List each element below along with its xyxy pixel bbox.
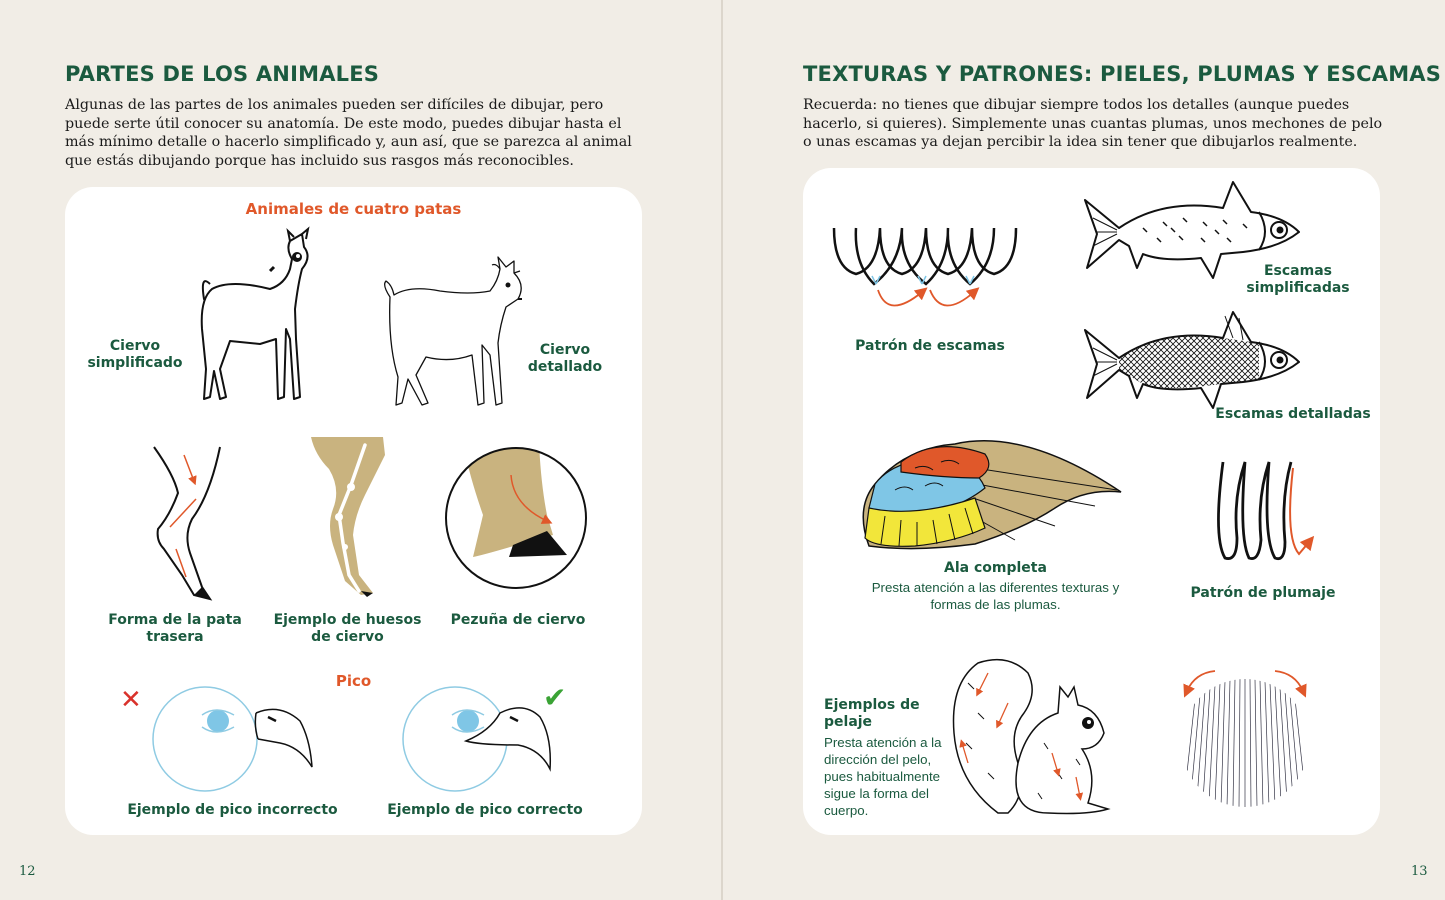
incorrect-beak-label: Ejemplo de pico incorrecto: [127, 802, 338, 818]
incorrect-beak-illustration: [150, 687, 315, 792]
fur-title: Ejemplos de pelaje: [824, 697, 920, 730]
correct-beak-illustration: [400, 687, 565, 792]
four-legged-heading: Animales de cuatro patas: [245, 200, 462, 218]
detailed-scales-fish-illustration: [1083, 308, 1303, 413]
wing-title: Ala completa: [944, 560, 1047, 576]
left-page-intro: Algunas de las partes de los animales pueden ser difíciles de dibujar, pero puede serte útil conocer su anatomía. De este modo, puedes dibujar hasta el más mínimo detalle o hacerlo simplificado y, aun así, que se parezca al animal que estás dibujando porque has incluido sus rasgos más reconocibles.: [65, 97, 632, 170]
detailed-deer-illustration: [380, 255, 535, 410]
detailed-deer-label: Ciervo detallado: [527, 342, 603, 375]
beak-heading: Pico: [335, 672, 372, 690]
squirrel-illustration: [948, 653, 1118, 818]
left-page-number: 12: [19, 864, 36, 879]
deer-bones-illustration: [305, 435, 390, 600]
hoof-label: Pezuña de ciervo: [450, 612, 586, 628]
simplified-deer-label: Ciervo simplificado: [87, 338, 183, 371]
textures-card: [803, 168, 1380, 835]
cross-icon: ✕: [120, 685, 142, 715]
left-page-title: PARTES DE LOS ANIMALES: [65, 62, 380, 86]
check-icon: ✔: [543, 681, 567, 714]
right-page: [723, 0, 1445, 900]
scale-pattern-label: Patrón de escamas: [855, 338, 1005, 354]
fur-ball-illustration: [1175, 663, 1315, 808]
simplified-deer-illustration: [190, 229, 330, 411]
right-page-number: 13: [1411, 864, 1428, 879]
scale-pattern-illustration: [830, 224, 1020, 324]
feather-pattern-label: Patrón de plumaje: [1190, 585, 1336, 601]
detailed-scales-label: Escamas detalladas: [1215, 406, 1371, 422]
anatomy-card: [65, 187, 642, 835]
leg-shape-illustration: [150, 445, 220, 600]
right-page-intro: Recuerda: no tienes que dibujar siempre todos los detalles (aunque puedes hacerlo, si quieres). Simplemente unas cuantas plumas, unos mechones de pelo o unas escamas ya dejan percibir la idea sin tener que dibujarlos realmente.: [803, 97, 1383, 151]
hoof-illustration: [443, 445, 589, 591]
right-page-title: TEXTURAS Y PATRONES: PIELES, PLUMAS Y ESCAMAS: [803, 62, 1442, 86]
wing-description: Presta atención a las diferentes texturas y formas de las plumas.: [871, 580, 1120, 612]
leg-shape-label: Forma de la pata trasera: [108, 612, 242, 645]
full-wing-illustration: [855, 428, 1125, 553]
deer-bones-label: Ejemplo de huesos de ciervo: [273, 612, 422, 645]
left-page: [0, 0, 722, 900]
simplified-scales-label: Escamas simplificadas: [1246, 263, 1350, 296]
feather-pattern-illustration: [1213, 458, 1313, 568]
fur-description: Presta atención a la dirección del pelo, pues habitualmente sigue la forma del cuerpo.: [824, 735, 942, 818]
correct-beak-label: Ejemplo de pico correcto: [387, 802, 583, 818]
